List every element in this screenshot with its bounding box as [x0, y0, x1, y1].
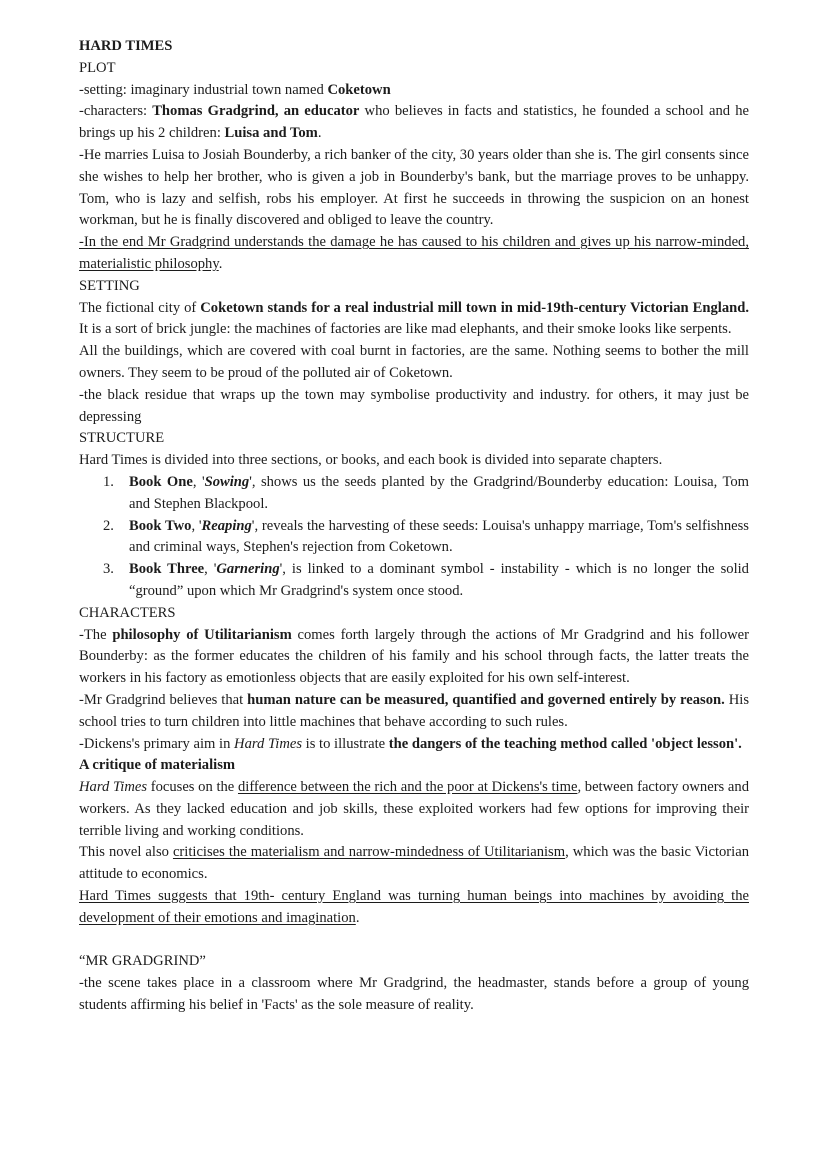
- plot-marriage: -He marries Luisa to Josiah Bounderby, a rich banker of the city, 30 years older than she is. The girl consents since she wishes to help her brother, who is given a job in Bounderby's bank, but the marriage proves to be unhappy. Tom, who is lazy and selfish, robs his employer. At first he succeeds in throwing the suspicion on an honest workman, but he is finally discovered and obliged to leave the country.: [79, 146, 749, 229]
- section-heading-setting: SETTING: [79, 277, 140, 294]
- section-heading-critique: A critique of materialism: [79, 757, 236, 774]
- characters-paragraph-1: -The philosophy of Utilitarianism comes forth largely through the actions of Mr Gradgrind and his follower Bounderby: as the former educates the children of his family and his school through facts, the latter treats the workers in his factory as emotionless objects that are easily exploited for his own self-interest.: [79, 626, 749, 687]
- section-heading-gradgrind: “MR GRADGRIND”: [79, 953, 206, 970]
- list-item: 2. Book Two, 'Reaping', reveals the harvesting of these seeds: Louisa's unhappy marriage, Tom's selfishness and criminal ways, Stephen's rejection from Coketown.: [103, 517, 749, 556]
- setting-paragraph-2: All the buildings, which are covered with coal burnt in factories, are the same. Nothing seems to bother the mill owners. They seem to be proud of the polluted air of Coketown.: [79, 343, 749, 381]
- setting-paragraph-3: -the black residue that wraps up the town may symbolise productivity and industry. for others, it may just be depressing: [79, 386, 749, 425]
- plot-characters: -characters: Thomas Gradgrind, an educator who believes in facts and statistics, he founded a school and he brings up his 2 children: Luisa and Tom.: [79, 103, 749, 142]
- structure-intro: Hard Times is divided into three sections, or books, and each book is divided into separate chapters.: [79, 452, 663, 469]
- section-heading-plot: PLOT: [79, 59, 116, 76]
- structure-book-list: [79, 472, 749, 603]
- characters-paragraph-3: -Dickens's primary aim in Hard Times is to illustrate the dangers of the teaching method called 'object lesson'.: [79, 735, 742, 752]
- section-heading-structure: STRUCTURE: [79, 430, 165, 447]
- document-title: HARD TIMES: [79, 38, 173, 54]
- critique-paragraph-1: Hard Times focuses on the difference between the rich and the poor at Dickens's time, between factory owners and workers. As they lacked education and job skills, these exploited workers had few options for improving their terrible living and working conditions.: [79, 779, 749, 839]
- plot-setting: -setting: imaginary industrial town named Coketown: [79, 81, 391, 98]
- critique-paragraph-2: This novel also criticises the materialism and narrow-mindedness of Utilitarianism, which was the basic Victorian attitude to economics.: [79, 844, 749, 883]
- document-page: [79, 36, 749, 1017]
- paragraph-gap: [79, 930, 749, 952]
- section-heading-characters: CHARACTERS: [79, 604, 176, 621]
- gradgrind-paragraph-1: -the scene takes place in a classroom where Mr Gradgrind, the headmaster, stands before a group of young students affirming his belief in 'Facts' as the sole measure of reality.: [79, 975, 749, 1014]
- plot-ending: -In the end Mr Gradgrind understands the damage he has caused to his children and gives up his narrow-minded, materialistic philosophy.: [79, 234, 749, 272]
- setting-paragraph-1: The fictional city of Coketown stands for a real industrial mill town in mid-19th-century Victorian England. It is a sort of brick jungle: the machines of factories are like mad elephants, and their smoke looks like serpents.: [79, 299, 750, 338]
- list-item: 1. Book One, 'Sowing', shows us the seeds planted by the Gradgrind/Bounderby education: Louisa, Tom and Stephen Blackpool.: [103, 473, 749, 512]
- critique-paragraph-3: Hard Times suggests that 19th- century England was turning human beings into machines by avoiding the development of their emotions and imagination.: [79, 888, 749, 926]
- characters-paragraph-2: -Mr Gradgrind believes that human nature can be measured, quantified and governed entirely by reason. His school tries to turn children into little machines that behave according to such rules.: [79, 691, 749, 730]
- list-item: 3. Book Three, 'Garnering', is linked to a dominant symbol - instability - which is no longer the solid “ground” upon which Mr Gradgrind's system once stood.: [103, 561, 749, 599]
